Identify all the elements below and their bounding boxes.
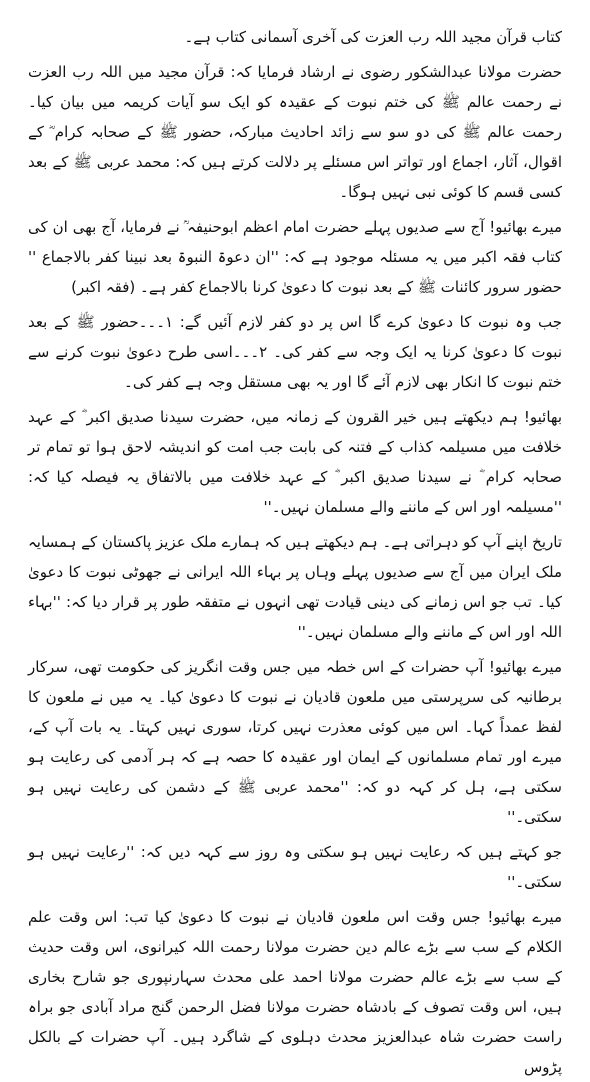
paragraph-6: تاریخ اپنے آپ کو دہراتی ہے۔ ہم دیکھتے ہیں کہ ہمارے ملک عزیز پاکستان کے ہمسایہ ملک ایران میں آج سے صدیوں پہلے وہاں پر بہاء اللہ ایرانی نے جھوٹی نبوت کا دعویٰ کیا۔ تب جو اس زمانے کی دینی قیادت تھی انہوں نے متفقہ طور پر قرار دیا کہ: ''بہاء اللہ اور اس کے ماننے والے مسلمان نہیں۔'' (28, 533, 562, 641)
paragraph-3: میرے بھائیو! آج سے صدیوں پہلے حضرت امام اعظم ابوحنیفہ ؒ نے فرمایا، آج بھی ان کی کتاب فقہ اکبر میں یہ مسئلہ موجود ہے کہ: ''ان دعوۃ النبوۃ بعد نبینا کفر بالاجماع '' حضور سرور کائنات ﷺ کے بعد نبوت کا دعویٰ کرنا بالاجماع کفر ہے۔ (فقہ اکبر) (28, 218, 562, 296)
paragraph-4: جب وہ نبوت کا دعویٰ کرے گا اس پر دو کفر لازم آئیں گے: ۱۔۔۔حضور ﷺ کے بعد نبوت کا دعویٰ کرنا یہ ایک وجہ سے کفر کی۔ ۲۔۔۔اسی طرح دعویٰ نبوت کرنے سے ختم نبوت کا انکار بھی لازم آئے گا اور یہ بھی مستقل وجہ ہے کفر کی۔ (28, 313, 563, 391)
paragraph-1: کتاب قرآن مجید اللہ رب العزت کی آخری آسمانی کتاب ہے۔ (184, 28, 562, 46)
paragraph-2: حضرت مولانا عبدالشکور رضوی نے ارشاد فرمایا کہ: قرآن مجید میں اللہ رب العزت نے رحمت عالم ﷺ کی ختم نبوت کے عقیدہ کو ایک سو آیات کریمہ میں بیان کیا۔ رحمت عالم ﷺ کی دو سو سے زائد احادیث مبارکہ، حضور ﷺ کے صحابہ کرام ؓ کے اقوال، آثار، اجماع اور تواتر اس مسئلے پر دلالت کرتے ہیں کہ: محمد عربی ﷺ کے بعد کسی قسم کا کوئی نبی نہیں ہوگا۔ (28, 63, 562, 201)
paragraph-8: جو کہتے ہیں کہ رعایت نہیں ہو سکتی وہ روز سے کہہ دیں کہ: ''رعایت نہیں ہو سکتی۔'' (28, 843, 562, 891)
paragraph-5: بھائیو! ہم دیکھتے ہیں خیر القرون کے زمانہ میں، حضرت سیدنا صدیق اکبر ؓ کے عہد خلافت میں مسیلمہ کذاب کے فتنہ کی بابت جب امت کو اندیشہ لاحق ہوا تو تمام تر صحابہ کرام ؓ نے سیدنا صدیق اکبر ؓ کے عہد خلافت میں بالاتفاق یہ فیصلہ کیا کہ: ''مسیلمہ اور اس کے ماننے والے مسلمان نہیں۔'' (28, 408, 562, 516)
paragraph-7: میرے بھائیو! آپ حضرات کے اس خطہ میں جس وقت انگریز کی حکومت تھی، سرکار برطانیہ کی سرپرستی میں ملعون قادیان نے نبوت کا دعویٰ کیا۔ یہ میں نے ملعون کا لفظ عمداً کہا۔ اس میں کوئی معذرت نہیں کرتا، سوری نہیں کہتا۔ یہ بات آپ کے، میرے اور تمام مسلمانوں کے ایمان اور عقیدہ کا حصہ ہے کہ ہر آدمی کی رعایت ہو سکتی ہے، ہل کر کہہ دو کہ: ''محمد عربی ﷺ کے دشمن کی رعایت نہیں ہو سکتی۔'' (28, 658, 562, 826)
paragraph-9: میرے بھائیو! جس وقت اس ملعون قادیان نے نبوت کا دعویٰ کیا تب: اس وقت علم الکلام کے سب سے بڑے عالم دین حضرت مولانا رحمت اللہ کیرانوی، اس وقت حدیث کے سب سے بڑے عالم حضرت مولانا احمد علی محدث سہارنپوری جو شارح بخاری ہیں، اس وقت تصوف کے بادشاہ حضرت مولانا فضل الرحمن گنج مراد آبادی جو براہ راست حضرت شاہ عبدالعزیز محدث دہلوی کے شاگرد ہیں۔ آپ حضرات کے بالکل پڑوس (28, 908, 562, 1076)
document-page (28, 22, 563, 1076)
